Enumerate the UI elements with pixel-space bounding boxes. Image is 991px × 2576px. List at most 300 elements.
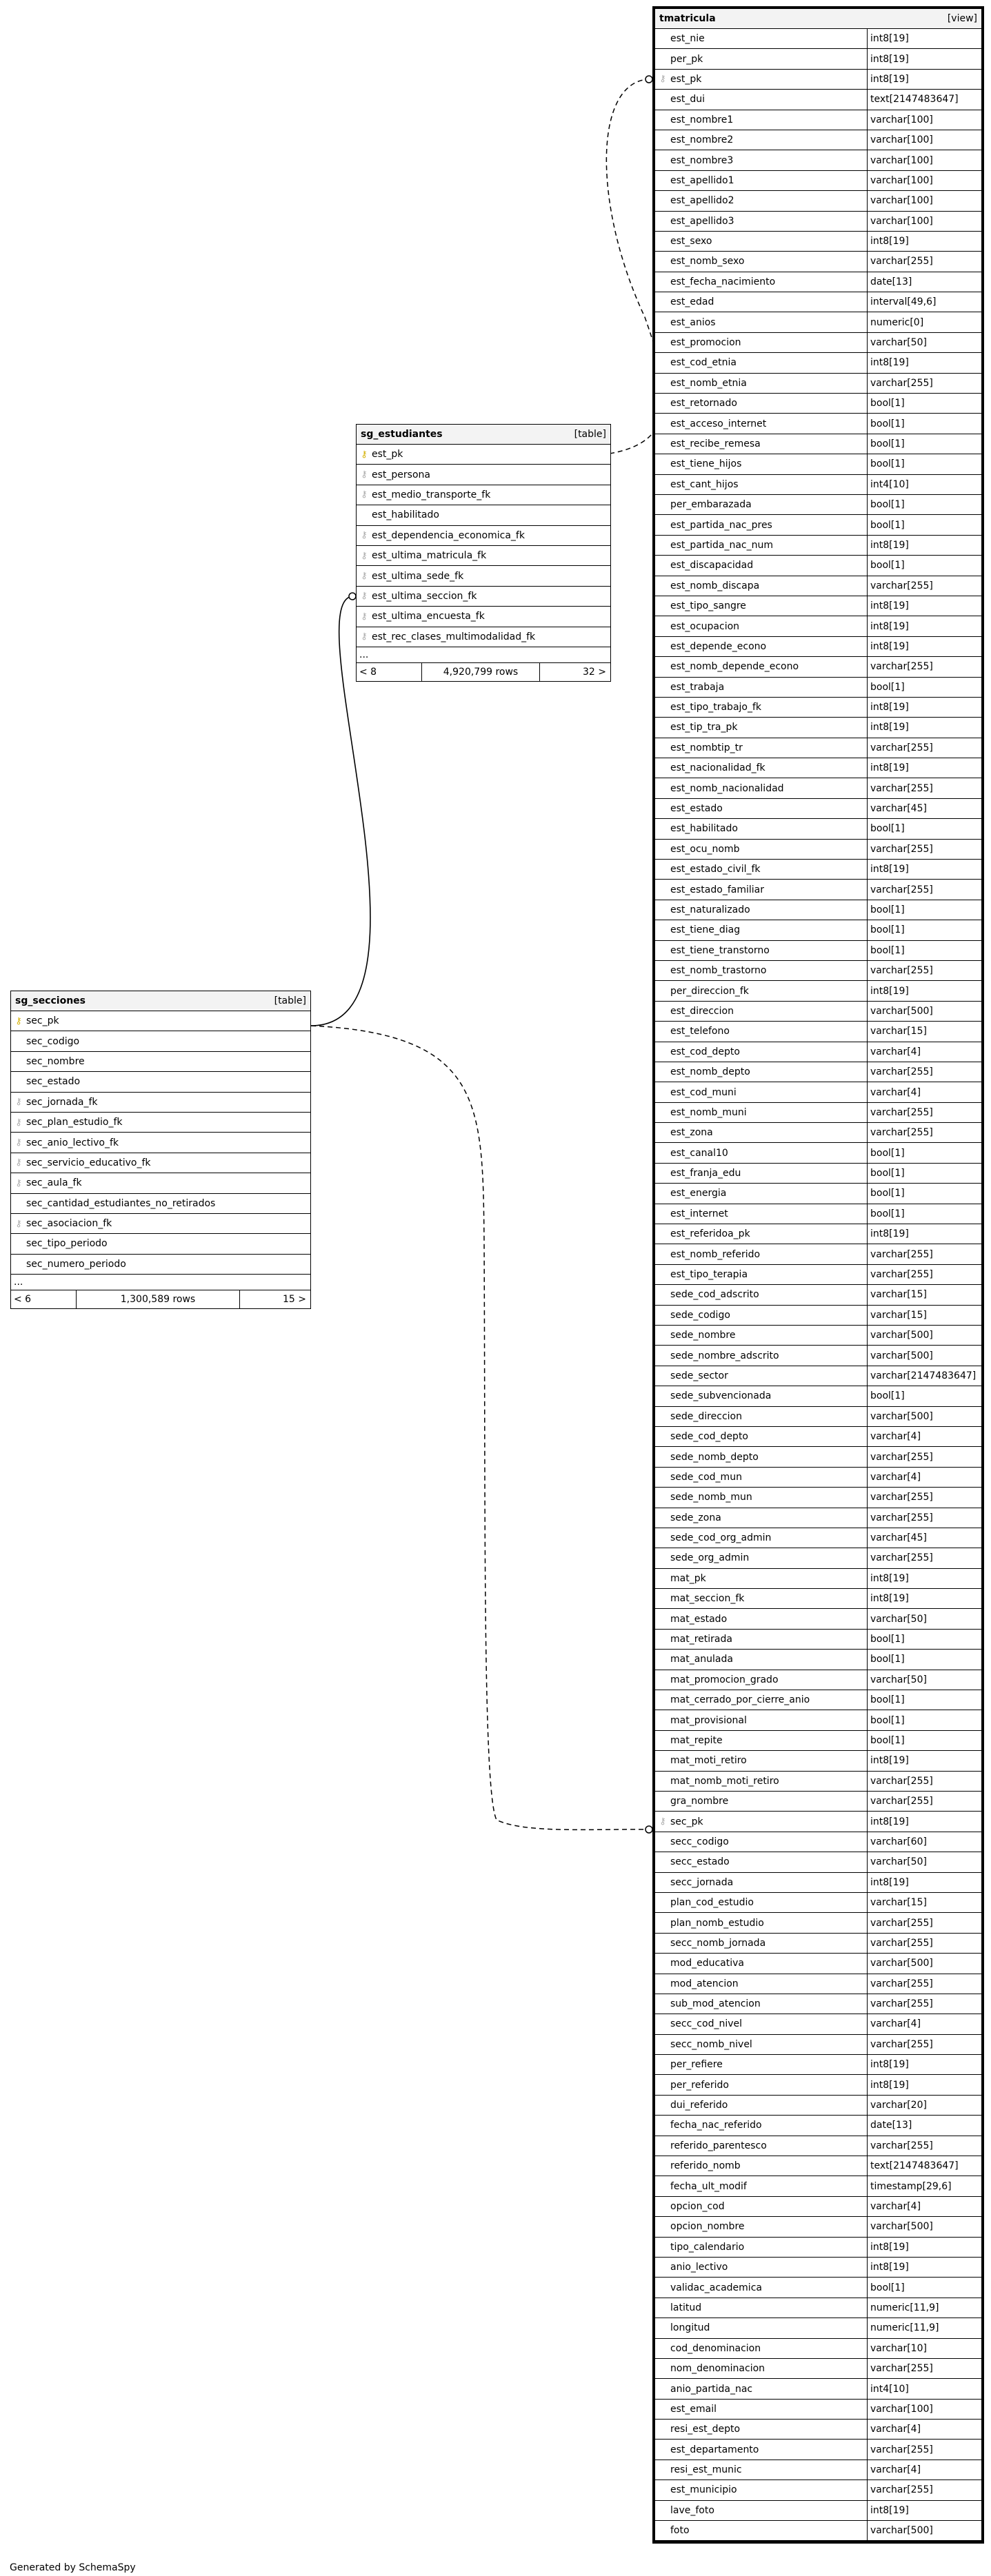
column-row[interactable] [655, 1082, 981, 1102]
column-cell [655, 1184, 867, 1203]
column-type: bool[1] [867, 678, 981, 697]
column-cell [655, 2400, 867, 2419]
column-name: est_ultima_seccion_fk [372, 590, 477, 602]
column-row[interactable] [655, 212, 981, 232]
column-row[interactable] [11, 1011, 310, 1031]
column-row[interactable] [11, 1093, 310, 1113]
column-cell [655, 110, 867, 130]
column-type: varchar[500] [867, 2521, 981, 2540]
column-cell [655, 1954, 867, 1973]
column-row[interactable] [655, 1062, 981, 1082]
column-cell [11, 1153, 310, 1173]
column-cell [655, 1244, 867, 1264]
column-type: varchar[255] [867, 738, 981, 758]
column-cell [655, 738, 867, 758]
column-row[interactable] [655, 1103, 981, 1123]
column-row[interactable] [655, 1954, 981, 1974]
column-row[interactable] [357, 627, 610, 647]
column-row[interactable] [655, 1366, 981, 1386]
column-name: est_internet [670, 1208, 728, 1219]
column-cell [655, 799, 867, 818]
column-type: bool[1] [867, 1650, 981, 1669]
column-name: est_ultima_matricula_fk [372, 550, 487, 562]
column-row[interactable] [655, 1042, 981, 1062]
column-row[interactable] [655, 1468, 981, 1488]
column-row[interactable] [655, 495, 981, 515]
column-cell [11, 1255, 310, 1274]
column-name: est_nomb_depende_econo [670, 661, 799, 673]
column-cell [655, 150, 867, 170]
column-row[interactable] [655, 1852, 981, 1872]
column-row[interactable] [655, 1589, 981, 1609]
column-row[interactable] [655, 2501, 981, 2521]
column-row[interactable] [655, 1812, 981, 1832]
column-cell [357, 566, 610, 585]
column-type: bool[1] [867, 454, 981, 474]
column-row[interactable] [11, 1113, 310, 1133]
column-row[interactable] [357, 445, 610, 465]
column-row[interactable] [655, 2238, 981, 2258]
column-type: varchar[255] [867, 2035, 981, 2054]
column-type: varchar[255] [867, 1974, 981, 1994]
column-type: varchar[255] [867, 1103, 981, 1122]
column-type: int8[19] [867, 698, 981, 717]
column-type: varchar[255] [867, 1265, 981, 1284]
column-row[interactable] [655, 1934, 981, 1954]
column-row[interactable] [655, 2156, 981, 2176]
column-name: est_dui [670, 94, 705, 105]
column-type: int8[19] [867, 29, 981, 48]
column-name: est_depende_econo [670, 640, 767, 652]
column-cell [655, 900, 867, 920]
column-row[interactable] [357, 485, 610, 505]
column-cell [357, 587, 610, 606]
column-row[interactable] [655, 961, 981, 981]
column-name: sub_mod_atencion [670, 1998, 761, 2010]
column-row[interactable] [655, 1265, 981, 1285]
column-type: varchar[45] [867, 799, 981, 818]
column-name: est_zona [670, 1127, 713, 1139]
column-row[interactable] [655, 536, 981, 556]
column-row[interactable] [11, 1133, 310, 1153]
column-row[interactable] [655, 2136, 981, 2156]
column-cell [655, 1123, 867, 1142]
column-type: varchar[100] [867, 130, 981, 150]
view-tmatricula[interactable] [652, 6, 984, 2544]
column-row[interactable] [357, 566, 610, 586]
table-sg-secciones[interactable] [10, 991, 311, 1309]
column-row[interactable] [655, 2278, 981, 2298]
column-cell [655, 1528, 867, 1548]
column-row[interactable] [655, 1690, 981, 1710]
column-row[interactable] [655, 1832, 981, 1852]
column-type: varchar[15] [867, 1893, 981, 1912]
column-row[interactable] [655, 900, 981, 920]
column-row[interactable] [655, 596, 981, 616]
table-name[interactable]: tmatricula [659, 13, 716, 24]
column-name: est_tipo_sangre [670, 600, 746, 612]
column-row[interactable] [655, 738, 981, 758]
column-row[interactable] [655, 2359, 981, 2379]
column-row[interactable] [655, 1285, 981, 1305]
column-cell [655, 657, 867, 676]
column-row[interactable] [11, 1194, 310, 1214]
column-name: sede_nomb_depto [670, 1451, 759, 1463]
column-name: secc_codigo [670, 1836, 729, 1847]
column-row[interactable] [655, 799, 981, 819]
column-name: est_nacionalidad_fk [670, 762, 765, 774]
column-name: est_tiene_hijos [670, 458, 742, 470]
column-cell [655, 1751, 867, 1770]
column-type: varchar[45] [867, 1528, 981, 1548]
column-type: interval[49,6] [867, 292, 981, 312]
column-row[interactable] [655, 454, 981, 474]
children-count[interactable]: 32 > [583, 666, 606, 678]
column-row[interactable] [655, 2014, 981, 2034]
column-cell [655, 1548, 867, 1568]
column-type: varchar[255] [867, 1792, 981, 1811]
column-row[interactable] [655, 616, 981, 636]
column-row[interactable] [655, 1488, 981, 1508]
column-row[interactable] [655, 1508, 981, 1528]
column-type: int8[19] [867, 860, 981, 879]
column-name: est_dependencia_economica_fk [372, 529, 525, 541]
column-name: est_cant_hijos [670, 478, 739, 490]
column-cell [655, 2278, 867, 2297]
column-row[interactable] [655, 49, 981, 69]
column-name: secc_nomb_jornada [670, 1937, 766, 1949]
column-row[interactable] [655, 2096, 981, 2116]
column-row[interactable] [655, 515, 981, 535]
column-row[interactable] [655, 2055, 981, 2075]
column-row[interactable] [655, 2440, 981, 2460]
column-type: int8[19] [867, 2075, 981, 2094]
column-name: sec_pk [26, 1015, 59, 1027]
column-row[interactable] [655, 718, 981, 738]
edge-secciones-to-tmatricula [311, 1026, 648, 1829]
column-name: mat_anulada [670, 1654, 733, 1665]
column-row[interactable] [655, 1731, 981, 1751]
column-row[interactable] [655, 312, 981, 332]
column-cell [655, 2359, 867, 2378]
column-cell [655, 394, 867, 413]
column-row[interactable] [655, 1974, 981, 1994]
column-row[interactable] [655, 272, 981, 292]
column-cell [357, 627, 610, 647]
column-cell [655, 596, 867, 616]
column-row[interactable] [655, 374, 981, 394]
column-name: referido_parentesco [670, 2140, 767, 2151]
foreign-key-icon: ⚷ [15, 1218, 22, 1229]
column-type: varchar[20] [867, 2096, 981, 2115]
column-cell [655, 434, 867, 454]
column-row[interactable] [655, 556, 981, 576]
column-name: per_embarazada [670, 499, 752, 511]
column-row[interactable] [655, 2035, 981, 2055]
column-cell [655, 2096, 867, 2115]
column-row[interactable] [655, 2176, 981, 2196]
column-cell [655, 2116, 867, 2135]
column-row[interactable] [655, 70, 981, 90]
column-name: opcion_cod [670, 2200, 725, 2212]
column-row[interactable] [655, 353, 981, 373]
column-row[interactable] [655, 232, 981, 252]
column-row[interactable] [655, 1913, 981, 1933]
column-row[interactable] [655, 292, 981, 312]
table-sg-estudiantes[interactable] [356, 424, 611, 682]
column-name: est_rec_clases_multimodalidad_fk [372, 631, 536, 642]
column-name: fecha_ult_modif [670, 2180, 747, 2192]
column-row[interactable] [655, 657, 981, 677]
column-row[interactable] [655, 1022, 981, 1042]
column-row[interactable] [655, 819, 981, 839]
footer-credit: Generated by SchemaSpy [10, 2562, 136, 2573]
column-row[interactable] [357, 607, 610, 627]
column-row[interactable] [357, 546, 610, 566]
column-row[interactable] [655, 941, 981, 961]
column-row[interactable] [655, 840, 981, 860]
column-row[interactable] [655, 1873, 981, 1893]
column-row[interactable] [655, 110, 981, 130]
column-type: varchar[60] [867, 1832, 981, 1852]
column-cell [655, 475, 867, 494]
table-name[interactable]: sg_estudiantes [361, 429, 443, 440]
column-name: mat_nomb_moti_retiro [670, 1775, 779, 1787]
column-cell [655, 778, 867, 798]
column-row[interactable] [655, 1224, 981, 1244]
column-row[interactable] [11, 1234, 310, 1254]
column-row[interactable] [655, 414, 981, 434]
column-row[interactable] [655, 637, 981, 657]
column-name: est_habilitado [670, 823, 738, 835]
column-row[interactable] [655, 1447, 981, 1467]
column-name: est_cod_depto [670, 1046, 740, 1057]
column-type: varchar[255] [867, 1447, 981, 1466]
column-cell [357, 607, 610, 626]
column-row[interactable] [655, 1346, 981, 1366]
column-row[interactable] [11, 1072, 310, 1092]
column-name: sede_nomb_mun [670, 1492, 752, 1503]
column-cell [655, 1508, 867, 1528]
column-row[interactable] [655, 1893, 981, 1913]
column-name: secc_nomb_nivel [670, 2038, 752, 2050]
column-type: varchar[15] [867, 1306, 981, 1325]
column-row[interactable] [655, 1204, 981, 1224]
column-row[interactable] [357, 526, 610, 546]
column-cell [655, 1265, 867, 1284]
parents-count[interactable]: < 6 [14, 1294, 32, 1306]
column-type: int8[19] [867, 70, 981, 89]
column-row[interactable] [11, 1255, 310, 1275]
column-row[interactable] [11, 1052, 310, 1072]
column-row[interactable] [655, 2339, 981, 2359]
column-row[interactable] [655, 880, 981, 900]
parents-count[interactable]: < 8 [359, 666, 377, 678]
column-cell [655, 191, 867, 210]
column-row[interactable] [11, 1153, 310, 1173]
column-name: sede_sector [670, 1370, 728, 1381]
column-name: est_nomb_trastorno [670, 965, 767, 977]
column-type: varchar[4] [867, 1082, 981, 1102]
column-row[interactable] [655, 860, 981, 880]
column-row[interactable] [655, 1528, 981, 1548]
column-type: timestamp[29,6] [867, 2176, 981, 2195]
column-cell [655, 536, 867, 555]
column-name: est_apellido2 [670, 195, 734, 207]
column-type: bool[1] [867, 515, 981, 534]
table-name[interactable]: sg_secciones [15, 995, 86, 1006]
column-row[interactable] [655, 1630, 981, 1650]
column-row[interactable] [655, 2420, 981, 2440]
column-type: varchar[255] [867, 778, 981, 798]
column-name: sede_codigo [670, 1309, 730, 1321]
column-cell [655, 2460, 867, 2479]
column-type: int8[19] [867, 1751, 981, 1770]
column-type: varchar[4] [867, 1427, 981, 1446]
column-row[interactable] [655, 698, 981, 718]
row-count: 4,920,799 rows [421, 663, 540, 681]
column-cell [655, 1386, 867, 1406]
column-row[interactable] [655, 2379, 981, 2399]
column-cell [11, 1214, 310, 1233]
column-cell [655, 2379, 867, 2398]
column-row[interactable] [655, 2460, 981, 2480]
column-row[interactable] [655, 1143, 981, 1163]
column-name: est_sexo [670, 236, 712, 247]
column-row[interactable] [655, 2116, 981, 2136]
column-row[interactable] [357, 465, 610, 485]
column-type: varchar[255] [867, 961, 981, 980]
column-type: int8[19] [867, 1569, 981, 1588]
column-row[interactable] [11, 1031, 310, 1051]
column-name: est_ocupacion [670, 620, 740, 632]
column-name: est_anios [670, 316, 716, 328]
column-row[interactable] [655, 1427, 981, 1447]
column-row[interactable] [655, 1002, 981, 1022]
column-type: varchar[2147483647] [867, 1366, 981, 1386]
column-row[interactable] [655, 981, 981, 1001]
column-name: fecha_nac_referido [670, 2120, 762, 2131]
column-row[interactable] [655, 1548, 981, 1568]
column-row[interactable] [655, 1792, 981, 1812]
column-row[interactable] [655, 29, 981, 49]
column-row[interactable] [357, 587, 610, 607]
column-name: sede_zona [670, 1512, 721, 1523]
column-name: est_tiene_transtorno [670, 944, 770, 956]
column-row[interactable] [655, 394, 981, 414]
column-row[interactable] [655, 758, 981, 778]
column-row[interactable] [655, 2075, 981, 2095]
column-row[interactable] [655, 1994, 981, 2014]
column-row[interactable] [655, 252, 981, 272]
column-row[interactable] [655, 2318, 981, 2338]
column-name: est_ultima_encuesta_fk [372, 611, 485, 622]
column-cell [357, 445, 610, 464]
column-row[interactable] [655, 1609, 981, 1629]
column-row[interactable] [655, 150, 981, 170]
column-cell [655, 374, 867, 393]
column-row[interactable] [655, 2217, 981, 2237]
column-row[interactable] [655, 1244, 981, 1264]
column-cell [655, 2440, 867, 2459]
column-name: est_nomb_nacionalidad [670, 782, 784, 794]
foreign-key-icon: ⚷ [361, 611, 368, 622]
column-row[interactable] [655, 1164, 981, 1184]
column-name: sede_org_admin [670, 1552, 750, 1564]
column-row[interactable] [655, 434, 981, 454]
column-row[interactable] [655, 1670, 981, 1690]
column-row[interactable] [655, 171, 981, 191]
column-row[interactable] [655, 1123, 981, 1143]
column-row[interactable] [11, 1173, 310, 1193]
column-row[interactable] [655, 1306, 981, 1326]
column-cell [655, 49, 867, 68]
column-row[interactable] [655, 576, 981, 596]
column-row[interactable] [11, 1214, 310, 1234]
column-row[interactable] [655, 1772, 981, 1792]
column-name: secc_cod_nivel [670, 2018, 743, 2030]
column-name: est_email [670, 2403, 717, 2415]
primary-key-icon: ⚷ [361, 449, 368, 460]
column-name: per_direccion_fk [670, 985, 749, 997]
column-type: varchar[255] [867, 1244, 981, 1264]
column-row[interactable] [357, 505, 610, 525]
column-cell [655, 171, 867, 190]
column-row[interactable] [655, 130, 981, 150]
column-row[interactable] [655, 1650, 981, 1670]
column-cell [655, 1204, 867, 1224]
foreign-key-icon: ⚷ [361, 571, 368, 582]
column-cell [655, 819, 867, 838]
children-count[interactable]: 15 > [283, 1294, 306, 1306]
column-row[interactable] [655, 2258, 981, 2278]
column-type: int8[19] [867, 981, 981, 1000]
column-row[interactable] [655, 1710, 981, 1730]
column-row[interactable] [655, 678, 981, 698]
column-type: int8[19] [867, 1224, 981, 1244]
column-cell [655, 1974, 867, 1994]
column-row[interactable] [655, 191, 981, 211]
column-type: int8[19] [867, 2238, 981, 2257]
column-row[interactable] [655, 2400, 981, 2420]
column-cell [655, 1650, 867, 1669]
column-name: est_nomb_referido [670, 1248, 761, 1260]
column-type: varchar[4] [867, 2014, 981, 2034]
column-cell [655, 454, 867, 474]
column-row[interactable] [655, 2197, 981, 2217]
column-row[interactable] [655, 333, 981, 353]
column-row[interactable] [655, 778, 981, 798]
column-cell [655, 1002, 867, 1021]
column-row[interactable] [655, 90, 981, 110]
column-row[interactable] [655, 1407, 981, 1427]
column-row[interactable] [655, 1184, 981, 1204]
column-row[interactable] [655, 2480, 981, 2500]
column-row[interactable] [655, 475, 981, 495]
column-row[interactable] [655, 920, 981, 940]
column-row[interactable] [655, 1569, 981, 1589]
column-name: sede_nombre [670, 1330, 736, 1341]
column-cell [655, 2075, 867, 2094]
column-type: varchar[100] [867, 212, 981, 231]
column-row[interactable] [655, 1326, 981, 1346]
column-row[interactable] [655, 1751, 981, 1771]
column-cell [655, 2176, 867, 2195]
column-row[interactable] [655, 2521, 981, 2541]
column-name: secc_estado [670, 1856, 730, 1868]
column-row[interactable] [655, 2298, 981, 2318]
column-row[interactable] [655, 1386, 981, 1406]
